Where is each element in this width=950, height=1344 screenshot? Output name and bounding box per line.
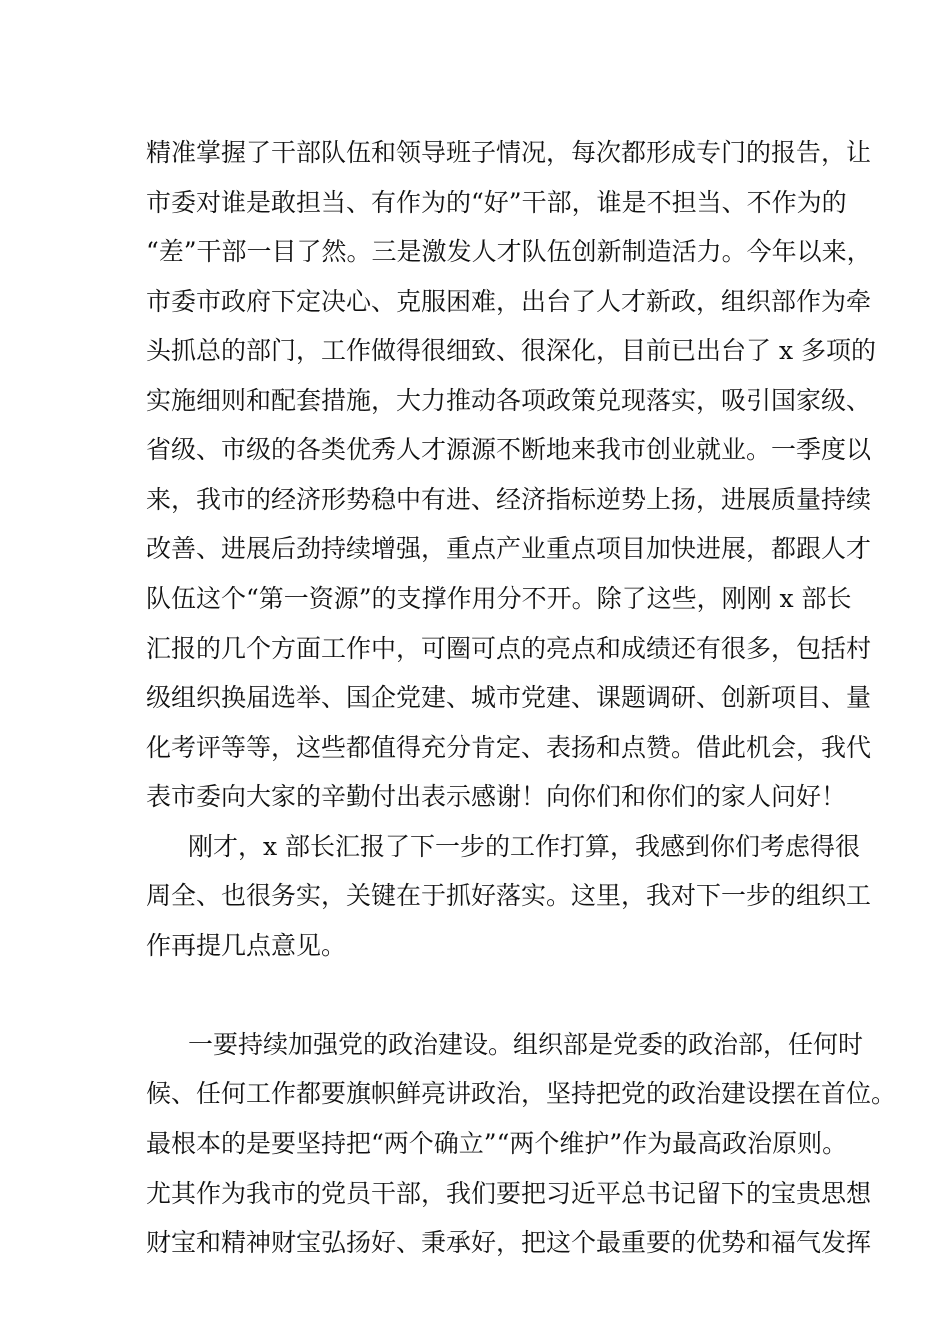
text-line: 头抓总的部门，工作做得很细致、很深化，目前已出台了 x 多项的 (146, 336, 876, 365)
paragraph-first-line: 刚才，x 部长汇报了下一步的工作打算，我感到你们考虑得很 (188, 832, 861, 861)
text-line: 最根本的是要坚持把“两个确立”“两个维护”作为最高政治原则。 (146, 1129, 848, 1158)
text-line: 实施细则和配套措施，大力推动各项政策兑现落实，吸引国家级、 (146, 386, 872, 415)
text-line: 队伍这个“第一资源”的支撑作用分不开。除了这些，刚刚 x 部长 (146, 584, 852, 613)
text-line: 尤其作为我市的党员干部，我们要把习近平总书记留下的宝贵思想 (146, 1179, 872, 1208)
text-line: 省级、市级的各类优秀人才源源不断地来我市创业就业。一季度以 (146, 435, 872, 464)
text-line: 来，我市的经济形势稳中有进、经济指标逆势上扬，进展质量持续 (146, 485, 872, 514)
text-line: 市委市政府下定决心、克服困难，出台了人才新政，组织部作为牵 (146, 287, 872, 316)
text-line: 汇报的几个方面工作中，可圈可点的亮点和成绩还有很多，包括村 (146, 634, 872, 663)
text-line: 作再提几点意见。 (146, 931, 347, 960)
text-line: 候、任何工作都要旗帜鲜亮讲政治，坚持把党的政治建设摆在首位。 (146, 1079, 897, 1108)
text-line: “差”干部一目了然。三是激发人才队伍创新制造活力。今年以来， (146, 237, 872, 266)
text-line: 化考评等等，这些都值得充分肯定、表扬和点赞。借此机会，我代 (146, 733, 872, 762)
paragraph-first-line: 一要持续加强党的政治建设。组织部是党委的政治部，任何时 (188, 1030, 864, 1059)
text-line: 表市委向大家的辛勤付出表示感谢！向你们和你们的家人问好！ (146, 782, 847, 811)
text-line: 级组织换届选举、国企党建、城市党建、课题调研、创新项目、量 (146, 683, 872, 712)
text-line: 精准掌握了干部队伍和领导班子情况，每次都形成专门的报告，让 (146, 138, 872, 167)
text-line: 财宝和精神财宝弘扬好、秉承好，把这个最重要的优势和福气发挥 (146, 1228, 872, 1257)
text-line: 市委对谁是敢担当、有作为的“好”干部，谁是不担当、不作为的 (146, 188, 847, 217)
text-line: 周全、也很务实，关键在于抓好落实。这里，我对下一步的组织工 (146, 881, 872, 910)
text-line: 改善、进展后劲持续增强，重点产业重点项目加快进展，都跟人才 (146, 534, 872, 563)
